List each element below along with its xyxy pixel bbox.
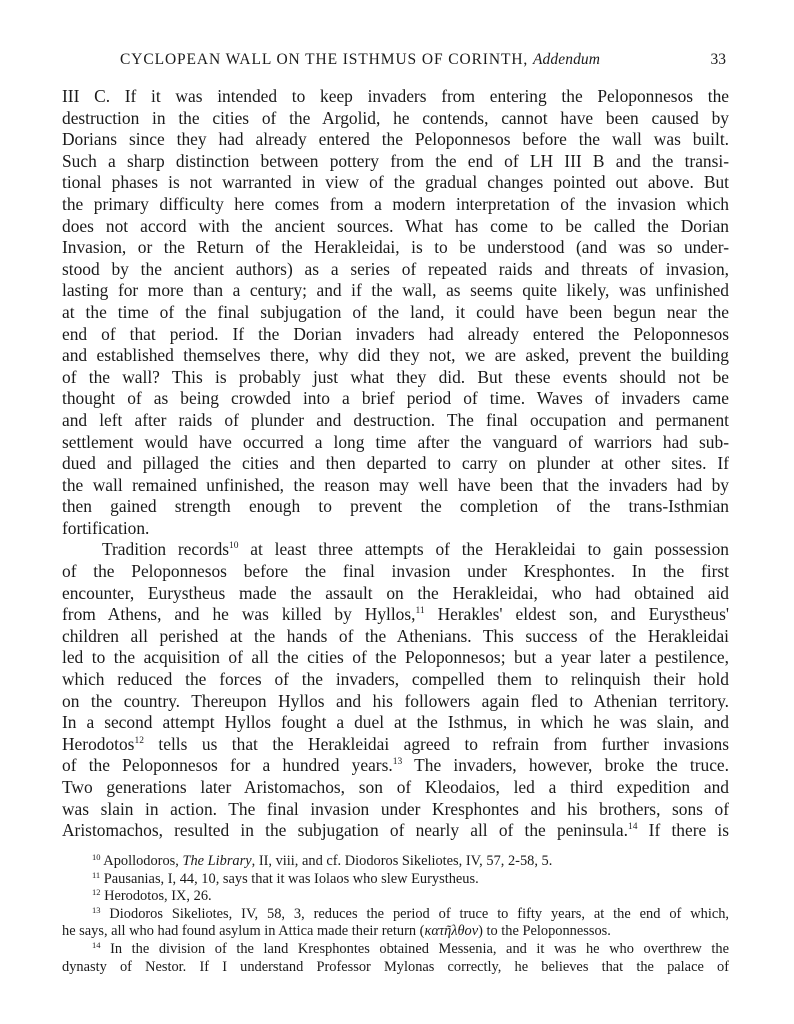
footnote-number: 14	[92, 940, 101, 950]
paragraph-2	[62, 539, 729, 841]
footnote-number: 13	[92, 905, 101, 915]
footnote-ref: 13	[392, 757, 403, 768]
footnote-number: 10	[92, 853, 101, 862]
text-line: then gained strength enough to prevent the completion of the trans-Isthmian	[62, 496, 729, 517]
footnotes	[62, 853, 729, 976]
text-line: Aristomachos, resulted in the subjugation of nearly all of the peninsula.$^{14}$ If there is	[62, 820, 729, 841]
text-line: of the Peloponnesos for a hundred years.$^{13}$ The invaders, however, broke the truce.	[62, 755, 729, 776]
text-line: Invasion, or the Return of the Herakleidai, is to be understood (and was so under-	[62, 237, 729, 258]
footnote-ref: 12	[134, 735, 144, 746]
text-line: of the Peloponnesos before the final invasion under Kresphontes. In the first	[62, 561, 729, 582]
text-line: destruction in the cities of the Argolid, he contends, cannot have been caused by	[62, 107, 729, 128]
footnote-ref: 10	[229, 541, 239, 552]
text-line: tional phases is not warranted in view of the gradual changes pointed out above. But	[62, 172, 729, 193]
book-title: The Library	[182, 853, 252, 869]
footnote-line: he says, all who had found asylum in Attica made their return (κατῆλθον) to the Peloponnessos.	[62, 923, 611, 940]
text-line: and left after raids of plunder and destruction. The final occupation and permanent	[62, 409, 729, 430]
running-title: CYCLOPEAN WALL ON THE ISTHMUS OF CORINTH, Addendum	[120, 51, 601, 68]
greek-word: κατῆλθον	[424, 923, 479, 940]
text-line: on the country. Thereupon Hyllos and his followers again fled to Athenian territory.	[62, 690, 729, 711]
footnote-11: $^{11}$ Pausanias, I, 44, 10, says that it was Iolaos who slew Eurystheus.	[92, 870, 479, 887]
text-line: end of that period. If the Dorian invaders had already entered the Peloponnesos	[62, 323, 729, 344]
footnote-number: 12	[92, 888, 101, 898]
footnote-14	[62, 941, 729, 976]
text-line: from Athens, and he was killed by Hyllos,$^{11}$ Herakles' eldest son, and Eurystheus'	[62, 604, 729, 625]
footnote-12: $^{12}$ Herodotos, IX, 26.	[92, 888, 212, 905]
footnote-10: $^{10}$ Apollodoros, The Library, II, viii, and cf. Diodoros Sikeliotes, IV, 57, 2-58, 5.	[92, 853, 553, 869]
text-line: encounter, Eurystheus made the assault on the Herakleidai, who had obtained aid	[62, 582, 729, 603]
footnote-line: $^{13}$ Diodoros Sikeliotes, IV, 58, 3, reduces the period of truce to fifty years, at the end of which,	[92, 905, 729, 922]
text-line: children all perished at the hands of the Athenians. This success of the Herakleidai	[62, 625, 729, 646]
footnote-line: dynasty of Nestor. If I understand Professor Mylonas correctly, he believes that the palace of	[62, 958, 729, 975]
text-line: thought of as being crowded into a brief period of time. Waves of invaders came	[62, 388, 729, 409]
text-line: which reduced the forces of the invaders, compelled them to relinquish their hold	[62, 669, 729, 690]
body-text	[62, 86, 729, 842]
text-line: and established themselves there, why did they not, we are asked, prevent the building	[62, 345, 729, 366]
text-line: of the wall? This is probably just what they did. But these events should not be	[62, 366, 729, 387]
footnote-ref: 11	[415, 606, 425, 617]
text-line: the primary difficulty here comes from a modern interpretation of the invasion which	[62, 193, 729, 214]
text-line: does not accord with the ancient sources. What has come to be called the Dorian	[62, 215, 729, 236]
text-line: fortification.	[62, 517, 150, 538]
paragraph-1	[62, 86, 729, 539]
text-line: at the time of the final subjugation of the land, it could have been begun near the	[62, 301, 729, 322]
footnote-13	[62, 906, 729, 941]
text-line: settlement would have occurred a long time after the vanguard of warriors had sub-	[62, 431, 729, 452]
text-line: Two generations later Aristomachos, son of Kleodaios, led a third expedition and	[62, 777, 729, 797]
text-line: stood by the ancient authors) as a series of repeated raids and threats of invasion,	[62, 258, 729, 279]
text-line: lasting for more than a century; and if the wall, as seems quite likely, was unfinished	[62, 280, 729, 301]
text-line: Dorians since they had already entered the Peloponnesos before the wall was built.	[62, 129, 729, 150]
text-line: was slain in action. The final invasion under Kresphontes and his brothers, sons of	[62, 798, 729, 819]
text-line: Herodotos$^{12}$ tells us that the Herakleidai agreed to refrain from further invasions	[62, 733, 729, 754]
text-line: the wall remained unfinished, the reason may well have been that the invaders had by	[62, 474, 729, 495]
text-line: In a second attempt Hyllos fought a duel at the Isthmus, in which he was slain, and	[62, 712, 729, 733]
footnote-ref: 14	[627, 822, 638, 833]
running-header	[62, 51, 732, 73]
page-number: 33	[710, 51, 726, 68]
text-line: dued and pillaged the cities and then departed to carry on plunder at other sites. If	[62, 453, 729, 474]
text-line: led to the acquisition of all the cities of the Peloponnesos; but a year later a pestilence,	[62, 647, 729, 668]
text-line: Tradition records$^{10}$ at least three attempts of the Herakleidai to gain possession	[102, 539, 729, 560]
text-line: Such a sharp distinction between pottery from the end of LH III B and the transi-	[62, 150, 729, 171]
running-title-italic: Addendum	[532, 51, 601, 68]
text-line: III C. If it was intended to keep invaders from entering the Peloponnesos the	[62, 86, 729, 106]
footnote-number: 11	[92, 870, 101, 880]
footnote-line: $^{14}$ In the division of the land Kresphontes obtained Messenia, and it was he who overthrew the	[92, 940, 729, 957]
